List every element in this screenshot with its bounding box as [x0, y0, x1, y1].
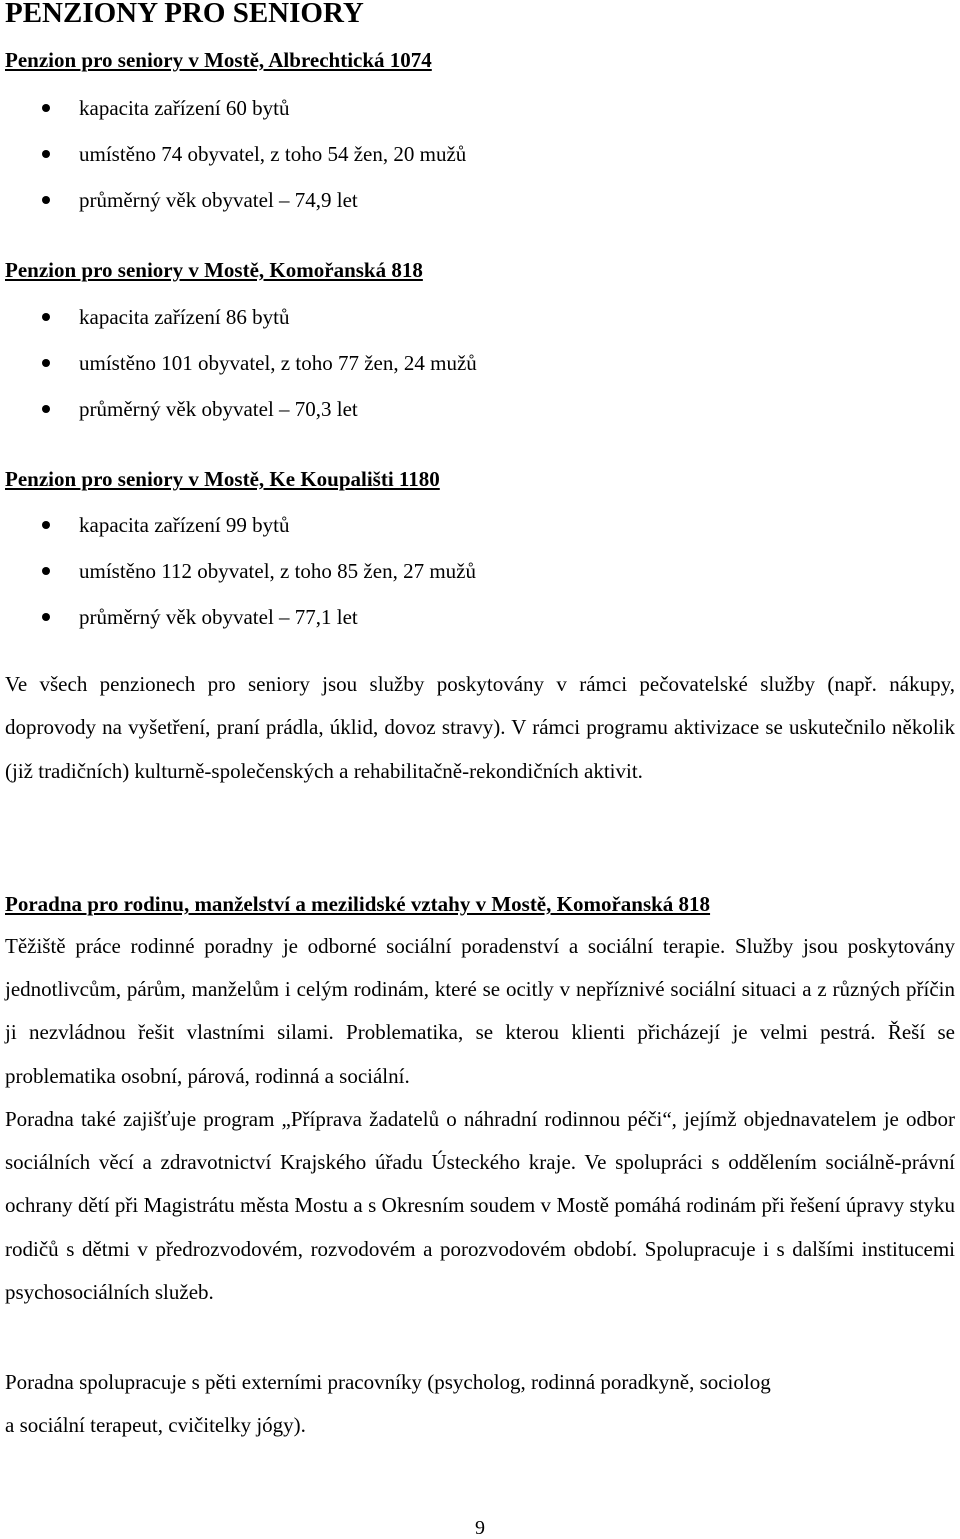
counseling-heading: Poradna pro rodinu, manželství a mezilidské vztahy v Mostě, Komořanská 818: [5, 892, 711, 916]
counseling-paragraph-2: Poradna také zajišťuje program „Příprava žadatelů o náhradní rodinnou péči“, jejímž objednavatelem je odbor sociálních věcí a zdravotnictví Krajského úřadu Ústeckého kraje. Ve spolupráci s oddělením sociálně-právní ochrany dětí při Magistrátu města Mostu a s Okresním soudem v Mostě pomáhá rodinám při řešení úpravy styku rodičů s dětmi v předrozvodovém, rozvodovém a porozvodovém období. Spolupracuje i s dalšími institucemi psychosociálních služeb.: [5, 1107, 955, 1304]
bullet-icon: [42, 521, 50, 529]
bullet-icon: [42, 613, 50, 621]
counseling-paragraph-1: Těžiště práce rodinné poradny je odborné sociální poradenství a sociální terapie. Služby jsou poskytovány jednotlivcům, párům, manželům i celým rodinám, které se ocitly v nepříznivé sociální situaci a z různých příčin ji nezvládnou řešit vlastními silami. Problematika, se kterou klienti přicházejí je velmi pestrá. Řeší se problematika osobní, párová, rodinná a sociální.: [5, 934, 955, 1088]
counseling-paragraph-3: [5, 1361, 955, 1447]
page-title: PENZIONY PRO SENIORY: [5, 0, 364, 29]
pension-heading-ke-koupalisti: Penzion pro seniory v Mostě, Ke Koupališti 1180: [5, 467, 440, 491]
bullet-icon: [42, 567, 50, 575]
pension-heading-komoranska: Penzion pro seniory v Mostě, Komořanská 818: [5, 258, 423, 282]
counseling-paragraph-3-line-2: a sociální terapeut, cvičitelky jógy).: [5, 1413, 306, 1437]
bullet-icon: [42, 313, 50, 321]
bullet-icon: [42, 359, 50, 367]
bullet-icon: [42, 150, 50, 158]
bullet-icon: [42, 405, 50, 413]
bullet-icon: [42, 196, 50, 204]
counseling-paragraph-3-line-1: Poradna spolupracuje s pěti externími pracovníky (psycholog, rodinná poradkyně, sociolog: [5, 1370, 771, 1394]
document-page: PENZIONY PRO SENIORY Penzion pro seniory v Mostě, Albrechtická 1074 kapacita zařízení 60 bytů umístěno 74 obyvatel, z toho 54 žen, 20 mužů průměrný věk obyvatel – 74,9 let Penzion pro seniory v Mostě, Komořanská 818 kapacita zařízení 86 bytů umístěno 101 obyvatel, z toho 77 žen, 24 mužů průměrný věk obyvatel – 70,3 let Penzion pro seniory v Mostě, Ke Koupališti 1180 kapacita zařízení 99 bytů umístěno 112 obyvatel, z toho 85 žen, 27 mužů průměrný věk obyvatel – 77,1 let Ve všech penzionech pro seniory jsou služby poskytovány v rámci pečovatelské služby (např. nákupy, doprovody na vyšetření, praní prádla, úklid, dovoz stravy). V rámci programu aktivizace se uskutečnilo několik (již tradičních) kulturně-společenských a rehabilitačně-rekondičních aktivit. Poradna pro rodinu, manželství a mezilidské vztahy v Mostě, Komořanská 818 Těžiště práce rodinné poradny je odborné sociální poradenství a sociální terapie. Služby jsou poskytovány jednotlivcům, párům, manželům i celým rodinám, které se ocitly v nepříznivé sociální situaci a z různých příčin ji nezvládnou řešit vlastními silami. Problematika, se kterou klienti přicházejí je velmi pestrá. Řeší se problematika osobní, párová, rodinná a sociální. Poradna také zajišťuje program „Příprava žadatelů o náhradní rodinnou péči“, jejímž objednavatelem je odbor sociálních věcí a zdravotnictví Krajského úřadu Ústeckého kraje. Ve spolupráci s oddělením sociálně-právní ochrany dětí při Magistrátu města Mostu a s Okresním soudem v Mostě pomáhá rodinám při řešení úpravy styku rodičů s dětmi v předrozvodovém, rozvodovém a porozvodovém období. Spolupracuje i s dalšími institucemi psychosociálních služeb. Poradna spolupracuje s pěti externími pracovníky (psycholog, rodinná poradkyně, sociolog a sociální terapeut, cvičitelky jógy). 9: [0, 0, 960, 1537]
page-number: 9: [475, 1517, 485, 1539]
bullet-icon: [42, 104, 50, 112]
pension-heading-albrechticka: Penzion pro seniory v Mostě, Albrechtická 1074: [5, 48, 432, 72]
pension-services-paragraph: Ve všech penzionech pro seniory jsou služby poskytovány v rámci pečovatelské služby (např. nákupy, doprovody na vyšetření, praní prádla, úklid, dovoz stravy). V rámci programu aktivizace se uskutečnilo několik (již tradičních) kulturně-společenských a rehabilitačně-rekondičních aktivit.: [5, 672, 955, 783]
